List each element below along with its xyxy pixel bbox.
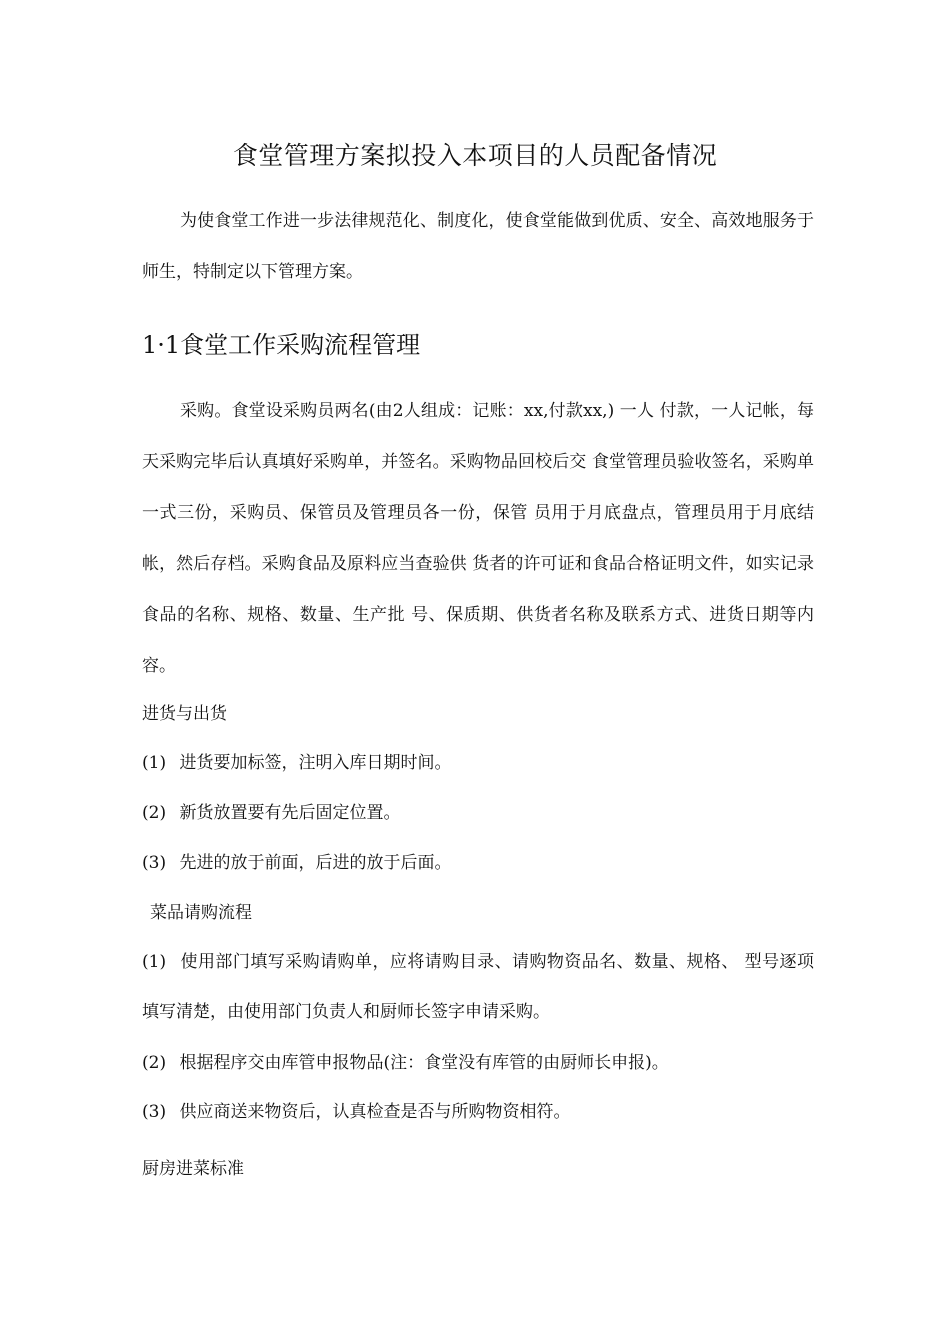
- requisition-item-text: 根据程序交由库管申报物品(注：食堂没有库管的由厨师长申报)。: [179, 1053, 669, 1073]
- document-title: 食堂管理方案拟投入本项目的人员配备情况: [232, 141, 718, 170]
- requisition-item: [142, 1099, 822, 1125]
- requisition-item-number: (1): [142, 952, 167, 972]
- requisition-item-text: 供应商送来物资后，认真检查是否与所购物资相符。: [179, 1102, 571, 1122]
- requisition-item-number: (3): [142, 1102, 167, 1122]
- procurement-paragraph: 采购。食堂设采购员两名(由2人组成：记账：xx,付款xx,) 一人 付款，一人记帐，每天采购完毕后认真填好采购单，并签名。采购物品回校后交 食堂管理员验收签名，采购单一式三份，采购员、保管员及管理员各一份，保管 员用于月底盘点，管理员用于月底结帐，然后存档。采购食品及原料应当查验供 货者的许可证和食品合格证明文件，如实记录食品的名称、规格、数量、生产批 号、保质期、供货者名称及联系方式、进货日期等内容。: [142, 401, 814, 676]
- kitchen-heading: 厨房进菜标准: [142, 1159, 244, 1179]
- stock-item-text: 新货放置要有先后固定位置。: [179, 803, 401, 823]
- stock-item-text: 进货要加标签，注明入库日期时间。: [179, 753, 452, 773]
- requisition-heading: 菜品请购流程: [150, 903, 252, 923]
- stock-item: [142, 750, 822, 776]
- requisition-item: [142, 1050, 822, 1076]
- stock-item-number: (1): [142, 753, 167, 773]
- stock-item: [142, 850, 822, 876]
- requisition-item-number: (2): [142, 1053, 167, 1073]
- section-heading: 1·1食堂工作采购流程管理: [142, 331, 421, 359]
- stock-item: [142, 800, 822, 826]
- stock-item-text: 先进的放于前面，后进的放于后面。: [179, 853, 452, 873]
- stock-item-number: (2): [142, 803, 167, 823]
- stock-item-number: (3): [142, 853, 167, 873]
- stock-heading: 进货与出货: [142, 704, 227, 724]
- requisition-item-text: 使用部门填写采购请购单，应将请购目录、请购物资品名、数量、规格、 型号逐项填写清楚，由使用部门负责人和厨师长签字申请采购。: [142, 952, 814, 1022]
- intro-paragraph: 为使食堂工作进一步法律规范化、制度化，使食堂能做到优质、安全、高效地服务于师生，特制定以下管理方案。: [142, 211, 814, 282]
- requisition-item: [142, 937, 814, 1037]
